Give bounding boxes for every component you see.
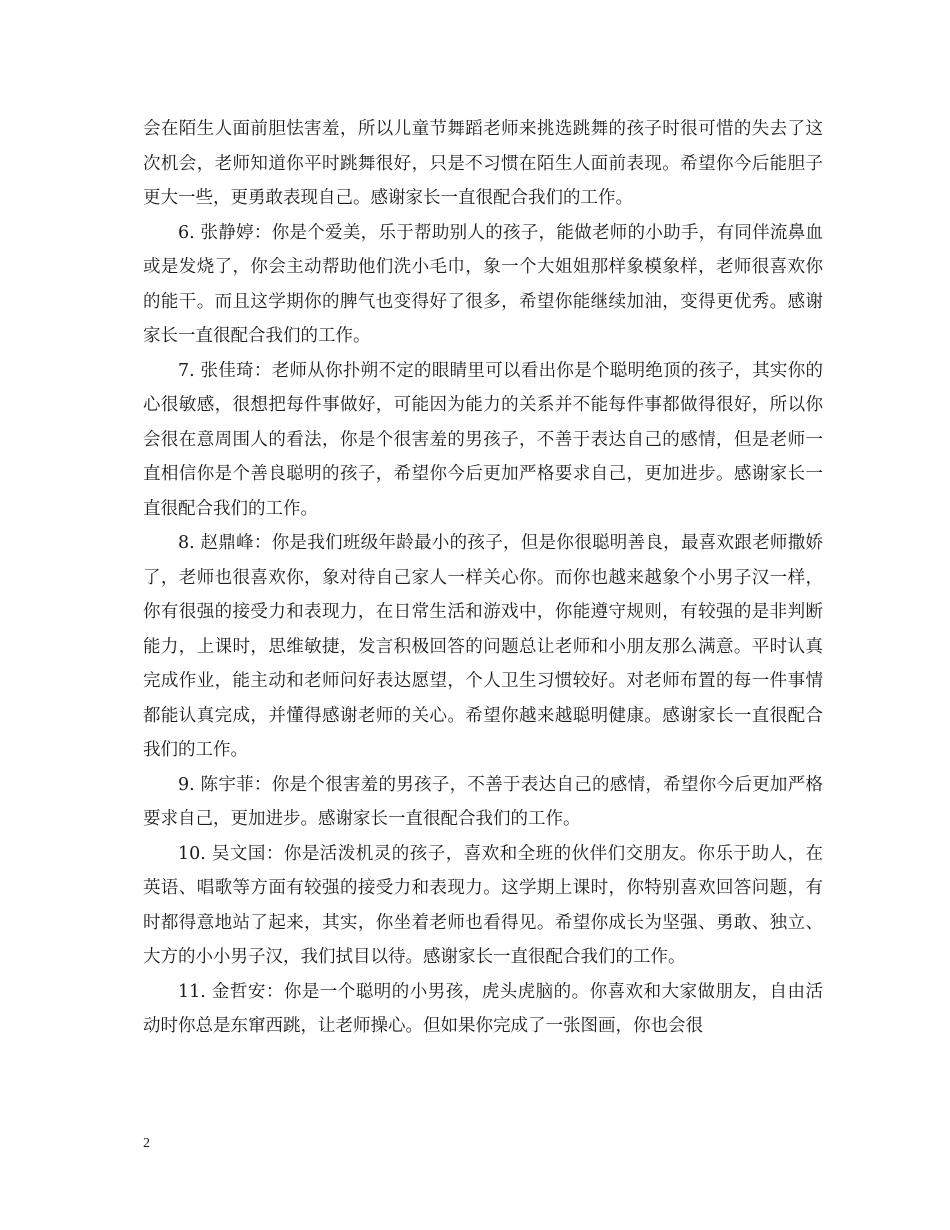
paragraph-item-8: 8. 赵鼎峰：你是我们班级年龄最小的孩子，但是你很聪明善良，最喜欢跟老师撒娇了，老师也很喜欢你，象对待自己家人一样关心你。而你也越来越象个小男子汉一样，你有很强的接受力和表现力，在日常生活和游戏中，你能遵守规则，有较强的是非判断能力，上课时，思维敏捷，发言积极回答的问题总让老师和小朋友那么满意。平时认真完成作业，能主动和老师问好表达愿望，个人卫生习惯较好。对老师布置的每一件事情都能认真完成，并懂得感谢老师的关心。希望你越来越聪明健康。感谢家长一直很配合我们的工作。 xyxy=(143,533,823,760)
paragraph-item-6: 6. 张静婷：你是个爱美，乐于帮助别人的孩子，能做老师的小助手，有同伴流鼻血或是发烧了，你会主动帮助他们洗小毛巾，象一个大姐姐那样象模象样，老师很喜欢你的能干。而且这学期你的脾气也变得好了很多，希望你能继续加油，变得更优秀。感谢家长一直很配合我们的工作。 xyxy=(143,222,823,346)
paragraph-item-9: 9. 陈宇菲：你是个很害羞的男孩子，不善于表达自己的感情，希望你今后更加严格要求自己，更加进步。感谢家长一直很配合我们的工作。 xyxy=(143,774,823,829)
paragraph-continuation: 会在陌生人面前胆怯害羞，所以儿童节舞蹈老师来挑选跳舞的孩子时很可惜的失去了这次机会，老师知道你平时跳舞很好，只是不习惯在陌生人面前表现。希望你今后能胆子更大一些，更勇敢表现自己。感谢家长一直很配合我们的工作。 xyxy=(143,119,823,208)
document-body xyxy=(143,112,823,1044)
paragraph-item-7: 7. 张佳琦：老师从你扑朔不定的眼睛里可以看出你是个聪明绝顶的孩子，其实你的心很敏感，很想把每件事做好，可能因为能力的关系并不能每件事都做得很好，所以你会很在意周围人的看法，你是个很害羞的男孩子，不善于表达自己的感情，但是老师一直相信你是个善良聪明的孩子，希望你今后更加严格要求自己，更加进步。感谢家长一直很配合我们的工作。 xyxy=(143,360,823,519)
page-number: 2 xyxy=(143,1136,150,1151)
paragraph-item-11: 11. 金哲安：你是一个聪明的小男孩，虎头虎脑的。你喜欢和大家做朋友，自由活动时你总是东窜西跳，让老师操心。但如果你完成了一张图画，你也会很 xyxy=(143,981,823,1036)
paragraph-item-10: 10. 吴文国：你是活泼机灵的孩子，喜欢和全班的伙伴们交朋友。你乐于助人，在英语、唱歌等方面有较强的接受力和表现力。这学期上课时，你特别喜欢回答问题，有时都得意地站了起来，其实，你坐着老师也看得见。希望你成长为坚强、勇敢、独立、大方的小小男子汉，我们拭目以待。感谢家长一直很配合我们的工作。 xyxy=(143,843,823,967)
